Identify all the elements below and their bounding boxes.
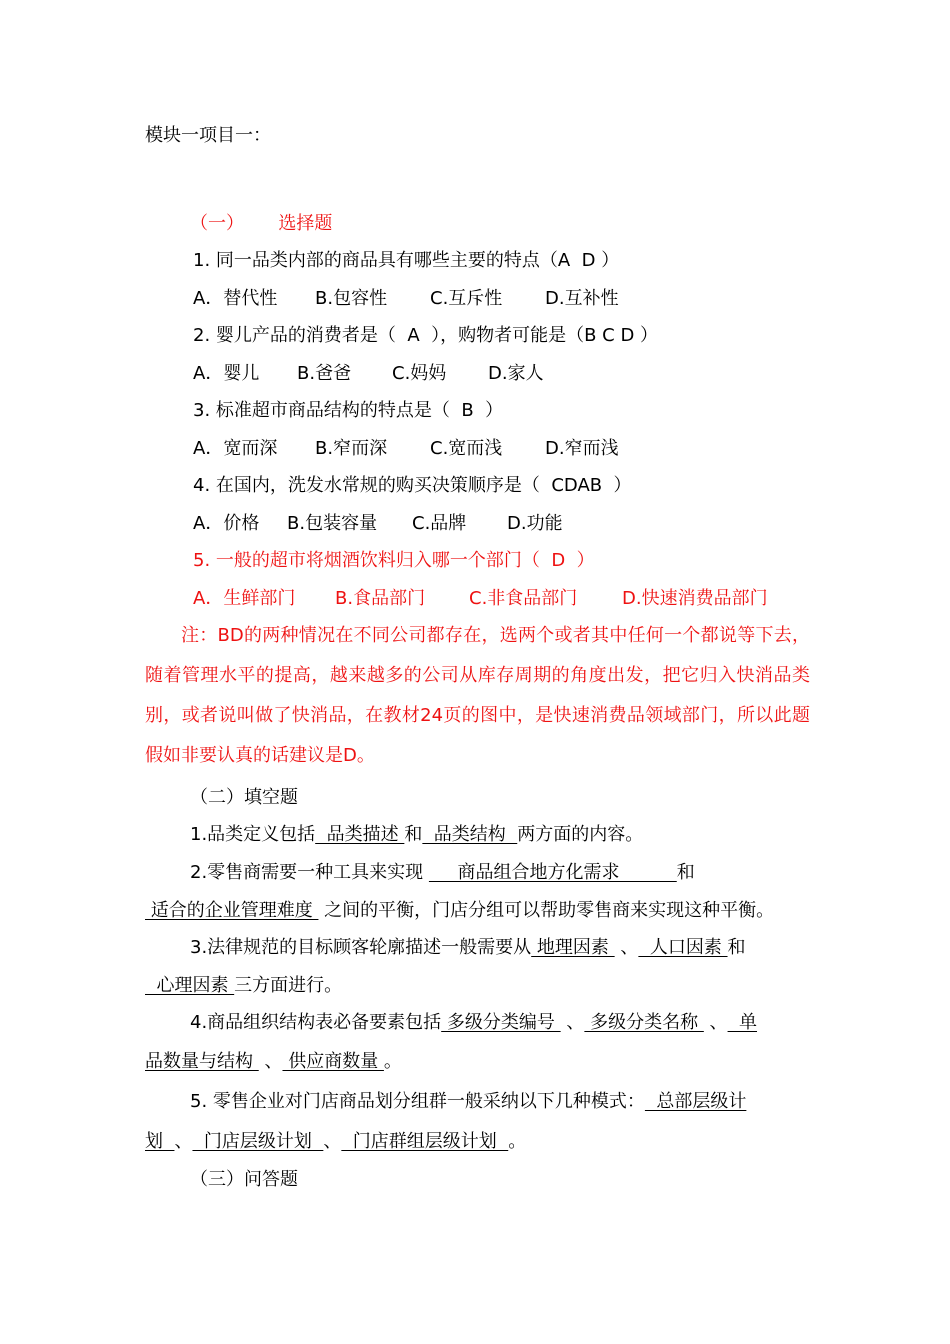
q2-option-d: D.家人 <box>488 363 544 384</box>
section-heading-fill: （二）填空题 <box>190 787 298 808</box>
question-1: 1. 同一品类内部的商品具有哪些主要的特点（A D ） <box>193 250 620 271</box>
fill-question-2-line1: 2.零售商需要一种工具来实现 商品组合地方化需求 和 <box>190 862 695 883</box>
q2-option-b: B.爸爸 <box>297 363 352 384</box>
q2-option-a: A．婴儿 <box>193 363 260 384</box>
fill-question-4-line2: 品数量与结构 、 供应商数量 。 <box>145 1051 402 1072</box>
q5-option-c: C.非食品部门 <box>469 588 578 609</box>
q3-option-a: A．宽而深 <box>193 438 278 459</box>
question-5: 5. 一般的超市将烟酒饮料归入哪一个部门（ D ） <box>193 550 595 571</box>
q4-option-d: D.功能 <box>507 513 563 534</box>
q1-option-a: A．替代性 <box>193 288 278 309</box>
q4-option-b: B.包装容量 <box>287 513 378 534</box>
fill-question-2-line2: 适合的企业管理难度 之间的平衡，门店分组可以帮助零售商来实现这种平衡。 <box>145 900 775 921</box>
q5-option-b: B.食品部门 <box>335 588 426 609</box>
q3-option-b: B.窄而深 <box>315 438 388 459</box>
question-2: 2. 婴儿产品的消费者是（ A ），购物者可能是（B C D ） <box>193 325 659 346</box>
q2-option-c: C.妈妈 <box>392 363 447 384</box>
q4-option-c: C.品牌 <box>412 513 467 534</box>
page-title: 模块一项目一： <box>145 125 271 146</box>
q1-option-d: D.互补性 <box>545 288 619 309</box>
fill-question-1: 1.品类定义包括 品类描述 和 品类结构 两方面的内容。 <box>190 824 644 845</box>
q1-option-c: C.互斥性 <box>430 288 503 309</box>
q5-option-d: D.快速消费品部门 <box>622 588 768 609</box>
fill-question-3-line2: 心理因素 三方面进行。 <box>145 975 343 996</box>
q1-option-b: B.包容性 <box>315 288 388 309</box>
question-4: 4. 在国内，洗发水常规的购买决策顺序是（ CDAB ） <box>193 475 632 496</box>
fill-question-4-line1: 4.商品组织结构表必备要素包括 多级分类编号 、 多级分类名称 、 单 <box>190 1012 758 1033</box>
section-heading-qa: （三）问答题 <box>190 1169 298 1190</box>
q4-option-a: A．价格 <box>193 513 260 534</box>
q5-option-a: A．生鲜部门 <box>193 588 296 609</box>
q3-option-d: D.窄而浅 <box>545 438 619 459</box>
fill-question-5-line2: 划 、 门店层级计划 、 门店群组层级计划 。 <box>145 1131 527 1152</box>
fill-question-5-line1: 5. 零售企业对门店商品划分组群一般采纳以下几种模式： 总部层级计 <box>190 1091 747 1112</box>
fill-question-3-line1: 3.法律规范的目标顾客轮廓描述一般需要从 地理因素 、 人口因素 和 <box>190 937 746 958</box>
q3-option-c: C.宽而浅 <box>430 438 503 459</box>
section-heading-choice: （一） 选择题 <box>190 213 333 234</box>
question-3: 3. 标准超市商品结构的特点是（ B ） <box>193 400 504 421</box>
answer-note: 注：BD的两种情况在不同公司都存在，选两个或者其中任何一个都说等下去，随着管理水平的提高，越来越多的公司从库存周期的角度出发，把它归入快消品类别，或者说叫做了快消品，在教材24页的图中，是快速消费品领域部门，所以此题假如非要认真的话建议是D。 <box>145 625 810 766</box>
